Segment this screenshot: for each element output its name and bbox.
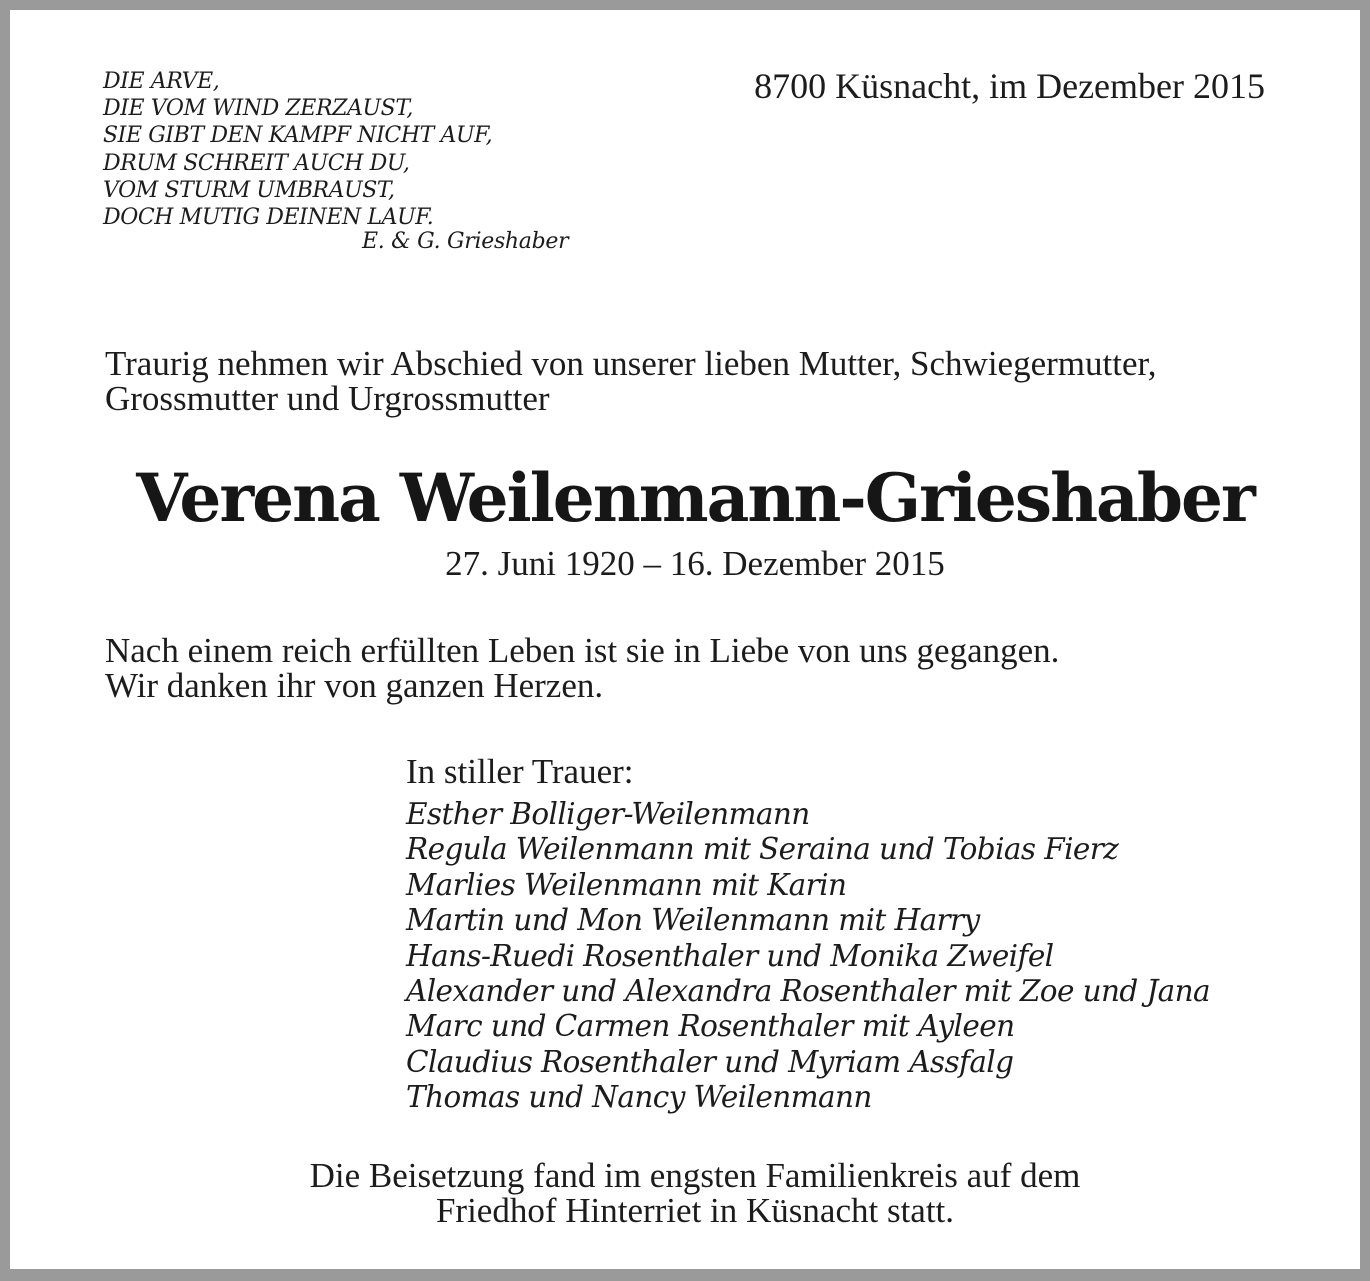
mourner-name: Claudius Rosenthaler und Myriam Assfalg xyxy=(406,1044,1014,1079)
message-text xyxy=(105,633,1059,703)
poem-line: SIE GIBT DEN KAMPF NICHT AUF, xyxy=(103,123,493,149)
mourner-name: Marlies Weilenmann mit Karin xyxy=(406,867,847,902)
mourner-name: Martin und Mon Weilenmann mit Harry xyxy=(406,903,980,938)
life-dates: 27. Juni 1920 – 16. Dezember 2015 xyxy=(445,544,945,583)
poem-line: DIE ARVE, xyxy=(103,69,220,94)
poem-line: DRUM SCHREIT AUCH DU, xyxy=(103,150,410,176)
funeral-line: Die Beisetzung fand im engsten Familienkreis auf dem xyxy=(309,1156,1081,1195)
place-date: 8700 Küsnacht, im Dezember 2015 xyxy=(754,66,1265,106)
poem-line: DIE VOM WIND ZERZAUST, xyxy=(103,96,413,122)
mourner-name: Regula Weilenmann mit Seraina und Tobias Fierz xyxy=(406,832,1119,867)
mourning-label: In stiller Trauer: xyxy=(406,752,634,791)
mourners-list xyxy=(406,797,1210,1116)
mourner-name: Alexander und Alexandra Rosenthaler mit Zoe und Jana xyxy=(406,974,1211,1009)
intro-line: Grossmutter und Urgrossmutter xyxy=(105,379,550,418)
poem xyxy=(103,68,492,231)
poem-line: VOM STURM UMBRAUST, xyxy=(103,177,395,203)
intro-text xyxy=(105,346,1157,416)
mourner-name: Hans-Ruedi Rosenthaler und Monika Zweifel xyxy=(406,938,1054,973)
mourner-name: Marc und Carmen Rosenthaler mit Ayleen xyxy=(406,1009,1015,1044)
mourner-name: Thomas und Nancy Weilenmann xyxy=(406,1080,872,1115)
poem-line: DOCH MUTIG DEINEN LAUF. xyxy=(103,205,434,231)
funeral-notice xyxy=(10,1158,1370,1228)
poem-author: E. & G. Grieshaber xyxy=(362,229,569,254)
message-line: Nach einem reich erfüllten Leben ist sie in Liebe von uns gegangen. xyxy=(105,631,1060,670)
message-line: Wir danken ihr von ganzen Herzen. xyxy=(105,666,604,705)
intro-line: Traurig nehmen wir Abschied von unserer lieben Mutter, Schwiegermutter, xyxy=(105,344,1157,383)
funeral-line: Friedhof Hinterriet in Küsnacht statt. xyxy=(435,1191,955,1230)
mourner-name: Esther Bolliger-Weilenmann xyxy=(406,797,810,831)
deceased-name: Verena Weilenmann-Grieshaber xyxy=(136,459,1254,537)
